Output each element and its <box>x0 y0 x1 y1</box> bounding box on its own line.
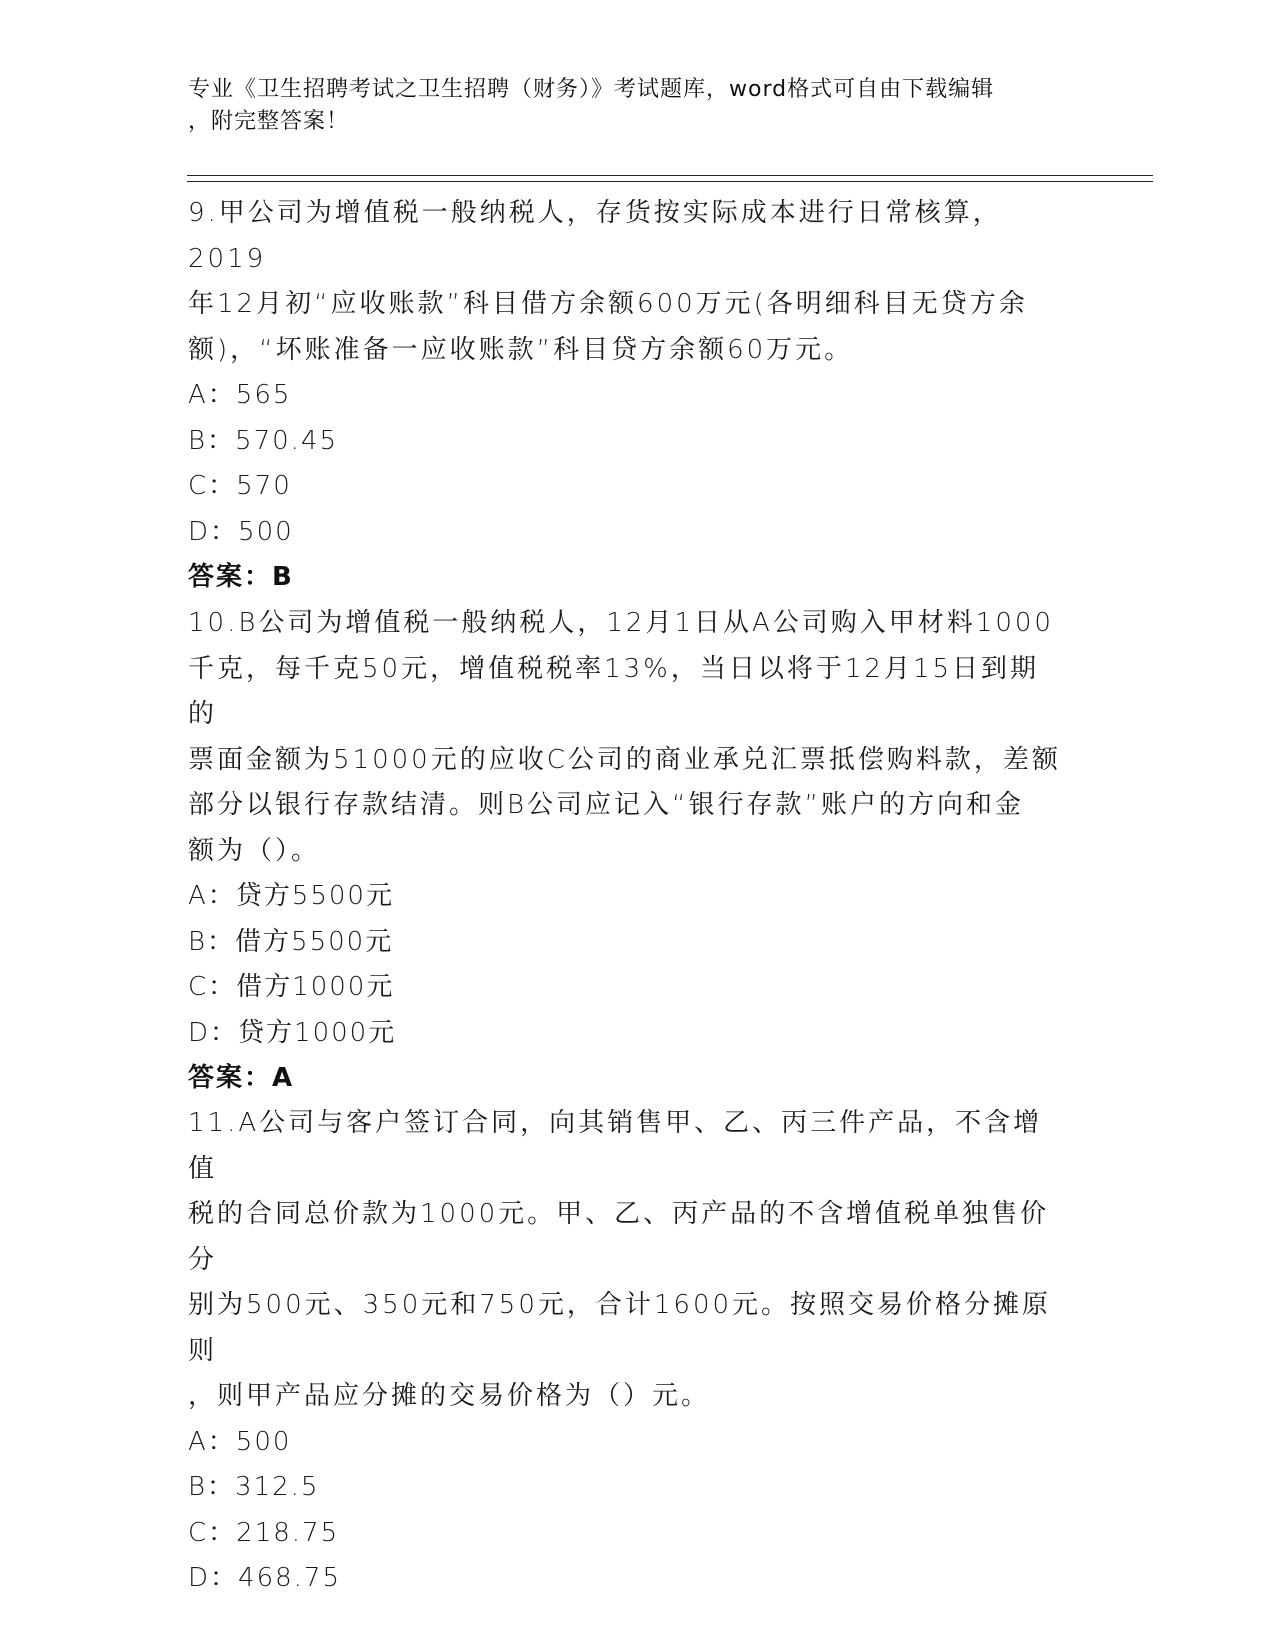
header-divider-top <box>187 175 1153 176</box>
header-divider-bottom <box>187 181 1153 182</box>
question-stem-line: 额)，“坏账准备一应收账款”科目贷方余额60万元。 <box>188 334 854 365</box>
option-d: D：468.75 <box>188 1563 341 1593</box>
option-d: D：贷方1000元 <box>188 1017 397 1048</box>
document-header <box>188 74 1068 138</box>
header-line-2: ，附完整答案！ <box>188 109 350 134</box>
question-stem-line: 年12月初“应收账款”科目借方余额600万元(各明细科目无贷方余 <box>188 289 1028 319</box>
option-a: A：500 <box>188 1426 292 1457</box>
option-c: C：借方1000元 <box>188 972 395 1002</box>
question-stem-line: 9.甲公司为增值税一般纳税人，存货按实际成本进行日常核算，2019 <box>188 198 1002 274</box>
question-stem-line: 额为（）。 <box>188 835 321 866</box>
answer: 答案：B <box>188 562 294 592</box>
option-b: B：570.45 <box>188 425 338 456</box>
header-line-1: 专业《卫生招聘考试之卫生招聘（财务）》考试题库，word格式可自由下载编辑 <box>188 77 995 102</box>
question-stem-line: 11.A公司与客户签订合同，向其销售甲、乙、丙三件产品，不含增值 <box>188 1108 1043 1184</box>
question-stem-line: ，则甲产品应分摊的交易价格为（）元。 <box>188 1381 711 1411</box>
question-stem-line: 税的合同总价款为1000元。甲、乙、丙产品的不含增值税单独售价分 <box>188 1199 1050 1275</box>
option-b: B：借方5500元 <box>188 926 394 957</box>
question-stem-line: 10.B公司为增值税一般纳税人，12月1日从A公司购入甲材料1000 <box>188 608 1054 638</box>
question-9 <box>188 191 1068 601</box>
question-stem-line: 票面金额为51000元的应收C公司的商业承兑汇票抵偿购料款，差额 <box>188 744 1061 775</box>
answer: 答案：A <box>188 1063 295 1093</box>
question-10 <box>188 601 1068 1102</box>
question-stem-line: 别为500元、350元和750元，合计1600元。按照交易价格分摊原则 <box>188 1290 1052 1366</box>
option-d: D：500 <box>188 516 294 547</box>
question-stem-line: 千克，每千克50元，增值税税率13%，当日以将于12月15日到期的 <box>188 653 1040 729</box>
question-11 <box>188 1101 1068 1602</box>
question-stem-line: 部分以银行存款结清。则B公司应记入“银行存款”账户的方向和金 <box>188 790 1024 820</box>
option-a: A：贷方5500元 <box>188 881 394 911</box>
option-a: A：565 <box>188 380 292 410</box>
option-c: C：218.75 <box>188 1517 340 1548</box>
option-b: B：312.5 <box>188 1472 320 1502</box>
option-c: C：570 <box>188 471 292 501</box>
